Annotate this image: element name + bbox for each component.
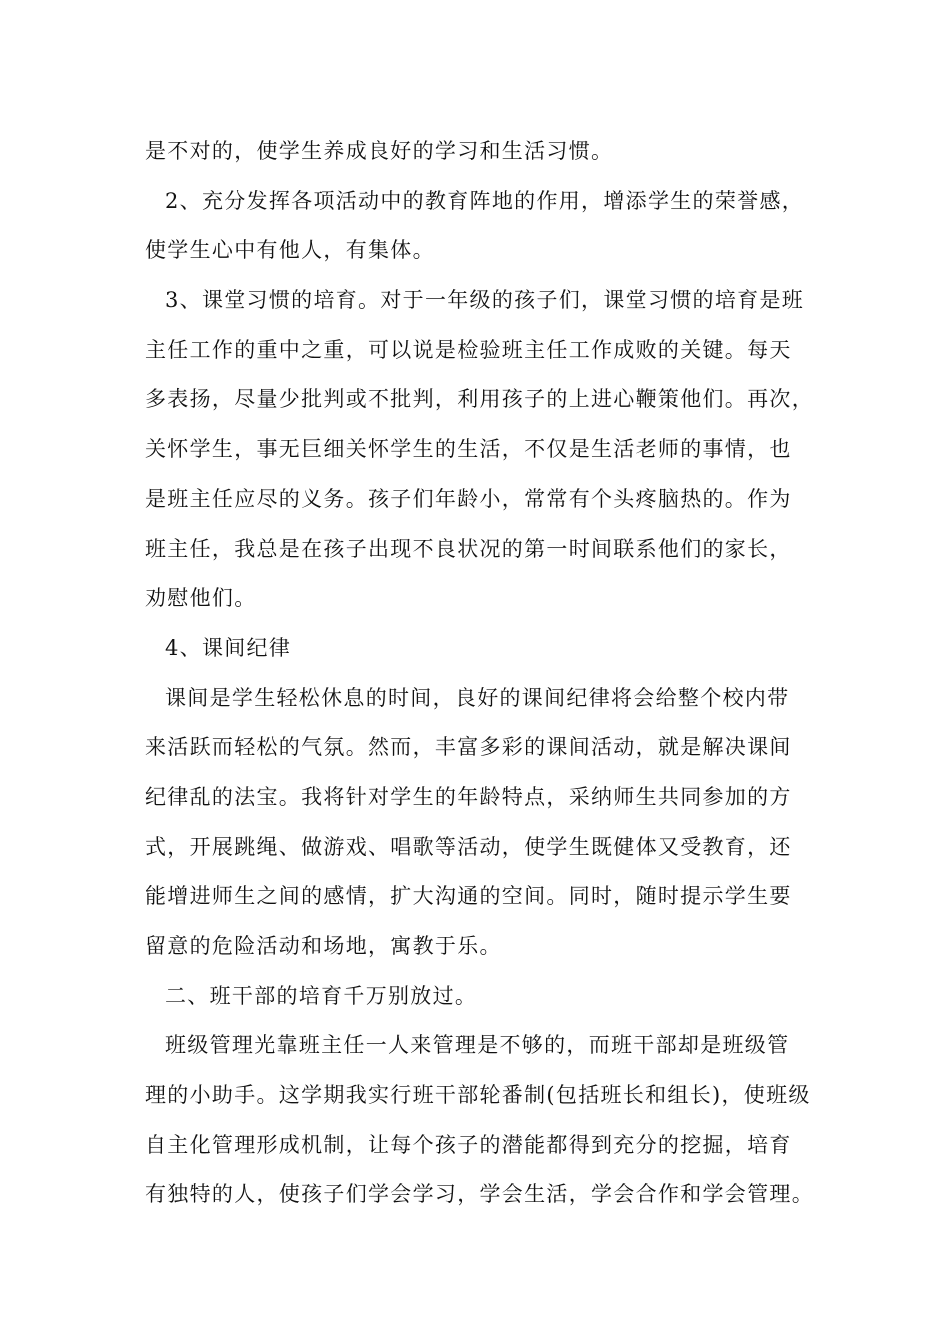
text-line: 主任工作的重中之重，可以说是检验班主任工作成败的关键。每天 <box>145 337 792 362</box>
text-line: 留意的危险活动和场地，寓教于乐。 <box>145 934 502 958</box>
text-line: 班主任，我总是在孩子出现不良状况的第一时间联系他们的家长， <box>145 536 792 561</box>
text-line: 自主化管理形成机制，让每个孩子的潜能都得到充分的挖掘，培育 <box>145 1132 792 1157</box>
text-line: 有独特的人，使孩子们学会学习，学会生活，学会合作和学会管理。 <box>145 1182 814 1207</box>
text-line: 来活跃而轻松的气氛。然而，丰富多彩的课间活动，就是解决课间 <box>145 735 792 760</box>
text-line: 关怀学生，事无巨细关怀学生的生活，不仅是生活老师的事情，也 <box>145 437 792 462</box>
text-line: 劝慰他们。 <box>145 586 257 611</box>
text-line: 使学生心中有他人，有集体。 <box>145 238 435 263</box>
text-line: 是班主任应尽的义务。孩子们年龄小，常常有个头疼脑热的。作为 <box>145 486 792 511</box>
text-line: 课间是学生轻松休息的时间，良好的课间纪律将会给整个校内带 <box>165 685 790 710</box>
text-line: 3、课堂习惯的培育。对于一年级的孩子们，课堂习惯的培育是班 <box>165 288 805 313</box>
text-line: 班级管理光靠班主任一人来管理是不够的，而班干部却是班级管 <box>165 1033 790 1058</box>
text-line: 能增进师生之间的感情，扩大沟通的空间。同时，随时提示学生要 <box>145 884 792 909</box>
text-line: 纪律乱的法宝。我将针对学生的年龄特点，采纳师生共同参加的方 <box>145 784 792 809</box>
text-line: 式，开展跳绳、做游戏、唱歌等活动，使学生既健体又受教育，还 <box>145 834 792 859</box>
section-heading: 4、课间纪律 <box>165 635 292 660</box>
section-heading: 二、班干部的培育千万别放过。 <box>165 983 478 1008</box>
text-line: 2、充分发挥各项活动中的教育阵地的作用，增添学生的荣誉感， <box>165 188 805 213</box>
text-line: 是不对的，使学生养成良好的学习和生活习惯。 <box>145 139 614 163</box>
text-line: 多表扬，尽量少批判或不批判，利用孩子的上进心鞭策他们。再次， <box>145 387 814 412</box>
document-body <box>145 127 825 1220</box>
text-line: 理的小助手。这学期我实行班干部轮番制(包括班长和组长)，使班级 <box>145 1083 811 1108</box>
